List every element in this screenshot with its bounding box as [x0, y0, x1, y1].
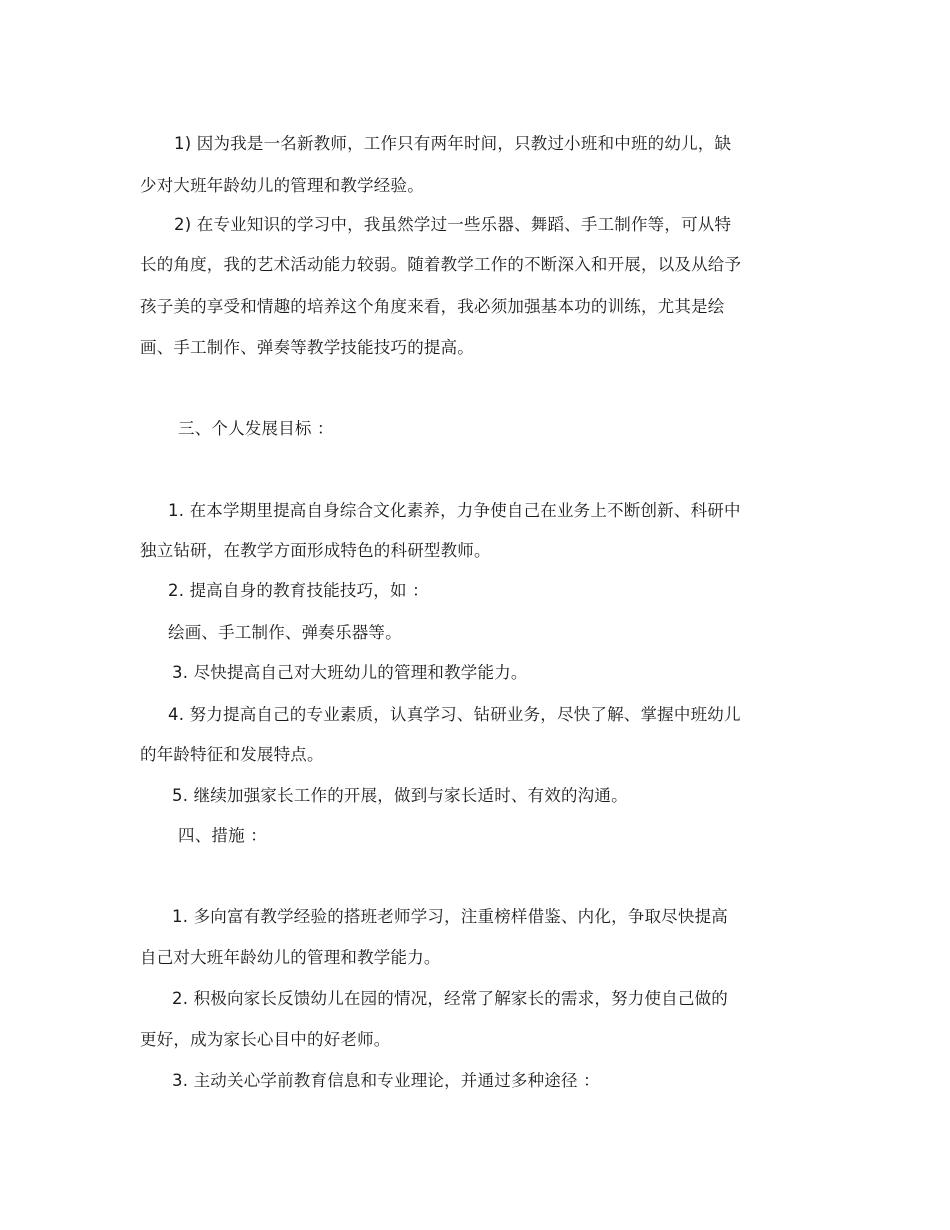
list-item-line: 1. 在本学期里提高自身综合文化素养，力争使自己在业务上不断创新、科研中 — [168, 501, 741, 520]
paragraph-line: 1) 因为我是一名新教师，工作只有两年时间，只教过小班和中班的幼儿，缺 — [174, 134, 732, 153]
list-item-line: 绘画、手工制作、弹奏乐器等。 — [168, 623, 402, 642]
list-item-line: 更好，成为家长心目中的好老师。 — [140, 1030, 391, 1049]
list-item-line: 4. 努力提高自己的专业素质，认真学习、钻研业务，尽快了解、掌握中班幼儿 — [168, 705, 741, 724]
list-item-line: 5. 继续加强家长工作的开展，做到与家长适时、有效的沟通。 — [172, 786, 628, 805]
paragraph-line: 少对大班年龄幼儿的管理和教学经验。 — [140, 176, 424, 195]
paragraph-line: 孩子美的享受和情趣的培养这个角度来看，我必须加强基本功的训练，尤其是绘 — [140, 297, 725, 316]
paragraph-line: 长的角度，我的艺术活动能力较弱。随着教学工作的不断深入和开展，以及从给予 — [140, 255, 742, 274]
list-item-line: 独立钻研，在教学方面形成特色的科研型教师。 — [140, 541, 491, 560]
section-heading: 三、个人发展目标 ： — [178, 419, 334, 438]
list-item-line: 2. 提高自身的教育技能技巧，如 ： — [168, 581, 429, 600]
list-item-line: 3. 主动关心学前教育信息和专业理论，并通过多种途径 ： — [172, 1071, 600, 1090]
section-heading: 四、措施 ： — [178, 826, 267, 845]
list-item-line: 的年龄特征和发展特点。 — [140, 745, 324, 764]
paragraph-line: 画、手工制作、弹奏等教学技能技巧的提高。 — [140, 338, 474, 357]
list-item-line: 3. 尽快提高自己对大班幼儿的管理和教学能力。 — [172, 663, 528, 682]
list-item-line: 自己对大班年龄幼儿的管理和教学能力。 — [140, 948, 441, 967]
list-item-line: 2. 积极向家长反馈幼儿在园的情况，经常了解家长的需求，努力使自己做的 — [172, 989, 728, 1008]
paragraph-line: 2) 在专业知识的学习中，我虽然学过一些乐器、舞蹈、手工制作等，可从特 — [174, 215, 732, 234]
list-item-line: 1. 多向富有教学经验的搭班老师学习，注重榜样借鉴、内化，争取尽快提高 — [172, 907, 728, 926]
